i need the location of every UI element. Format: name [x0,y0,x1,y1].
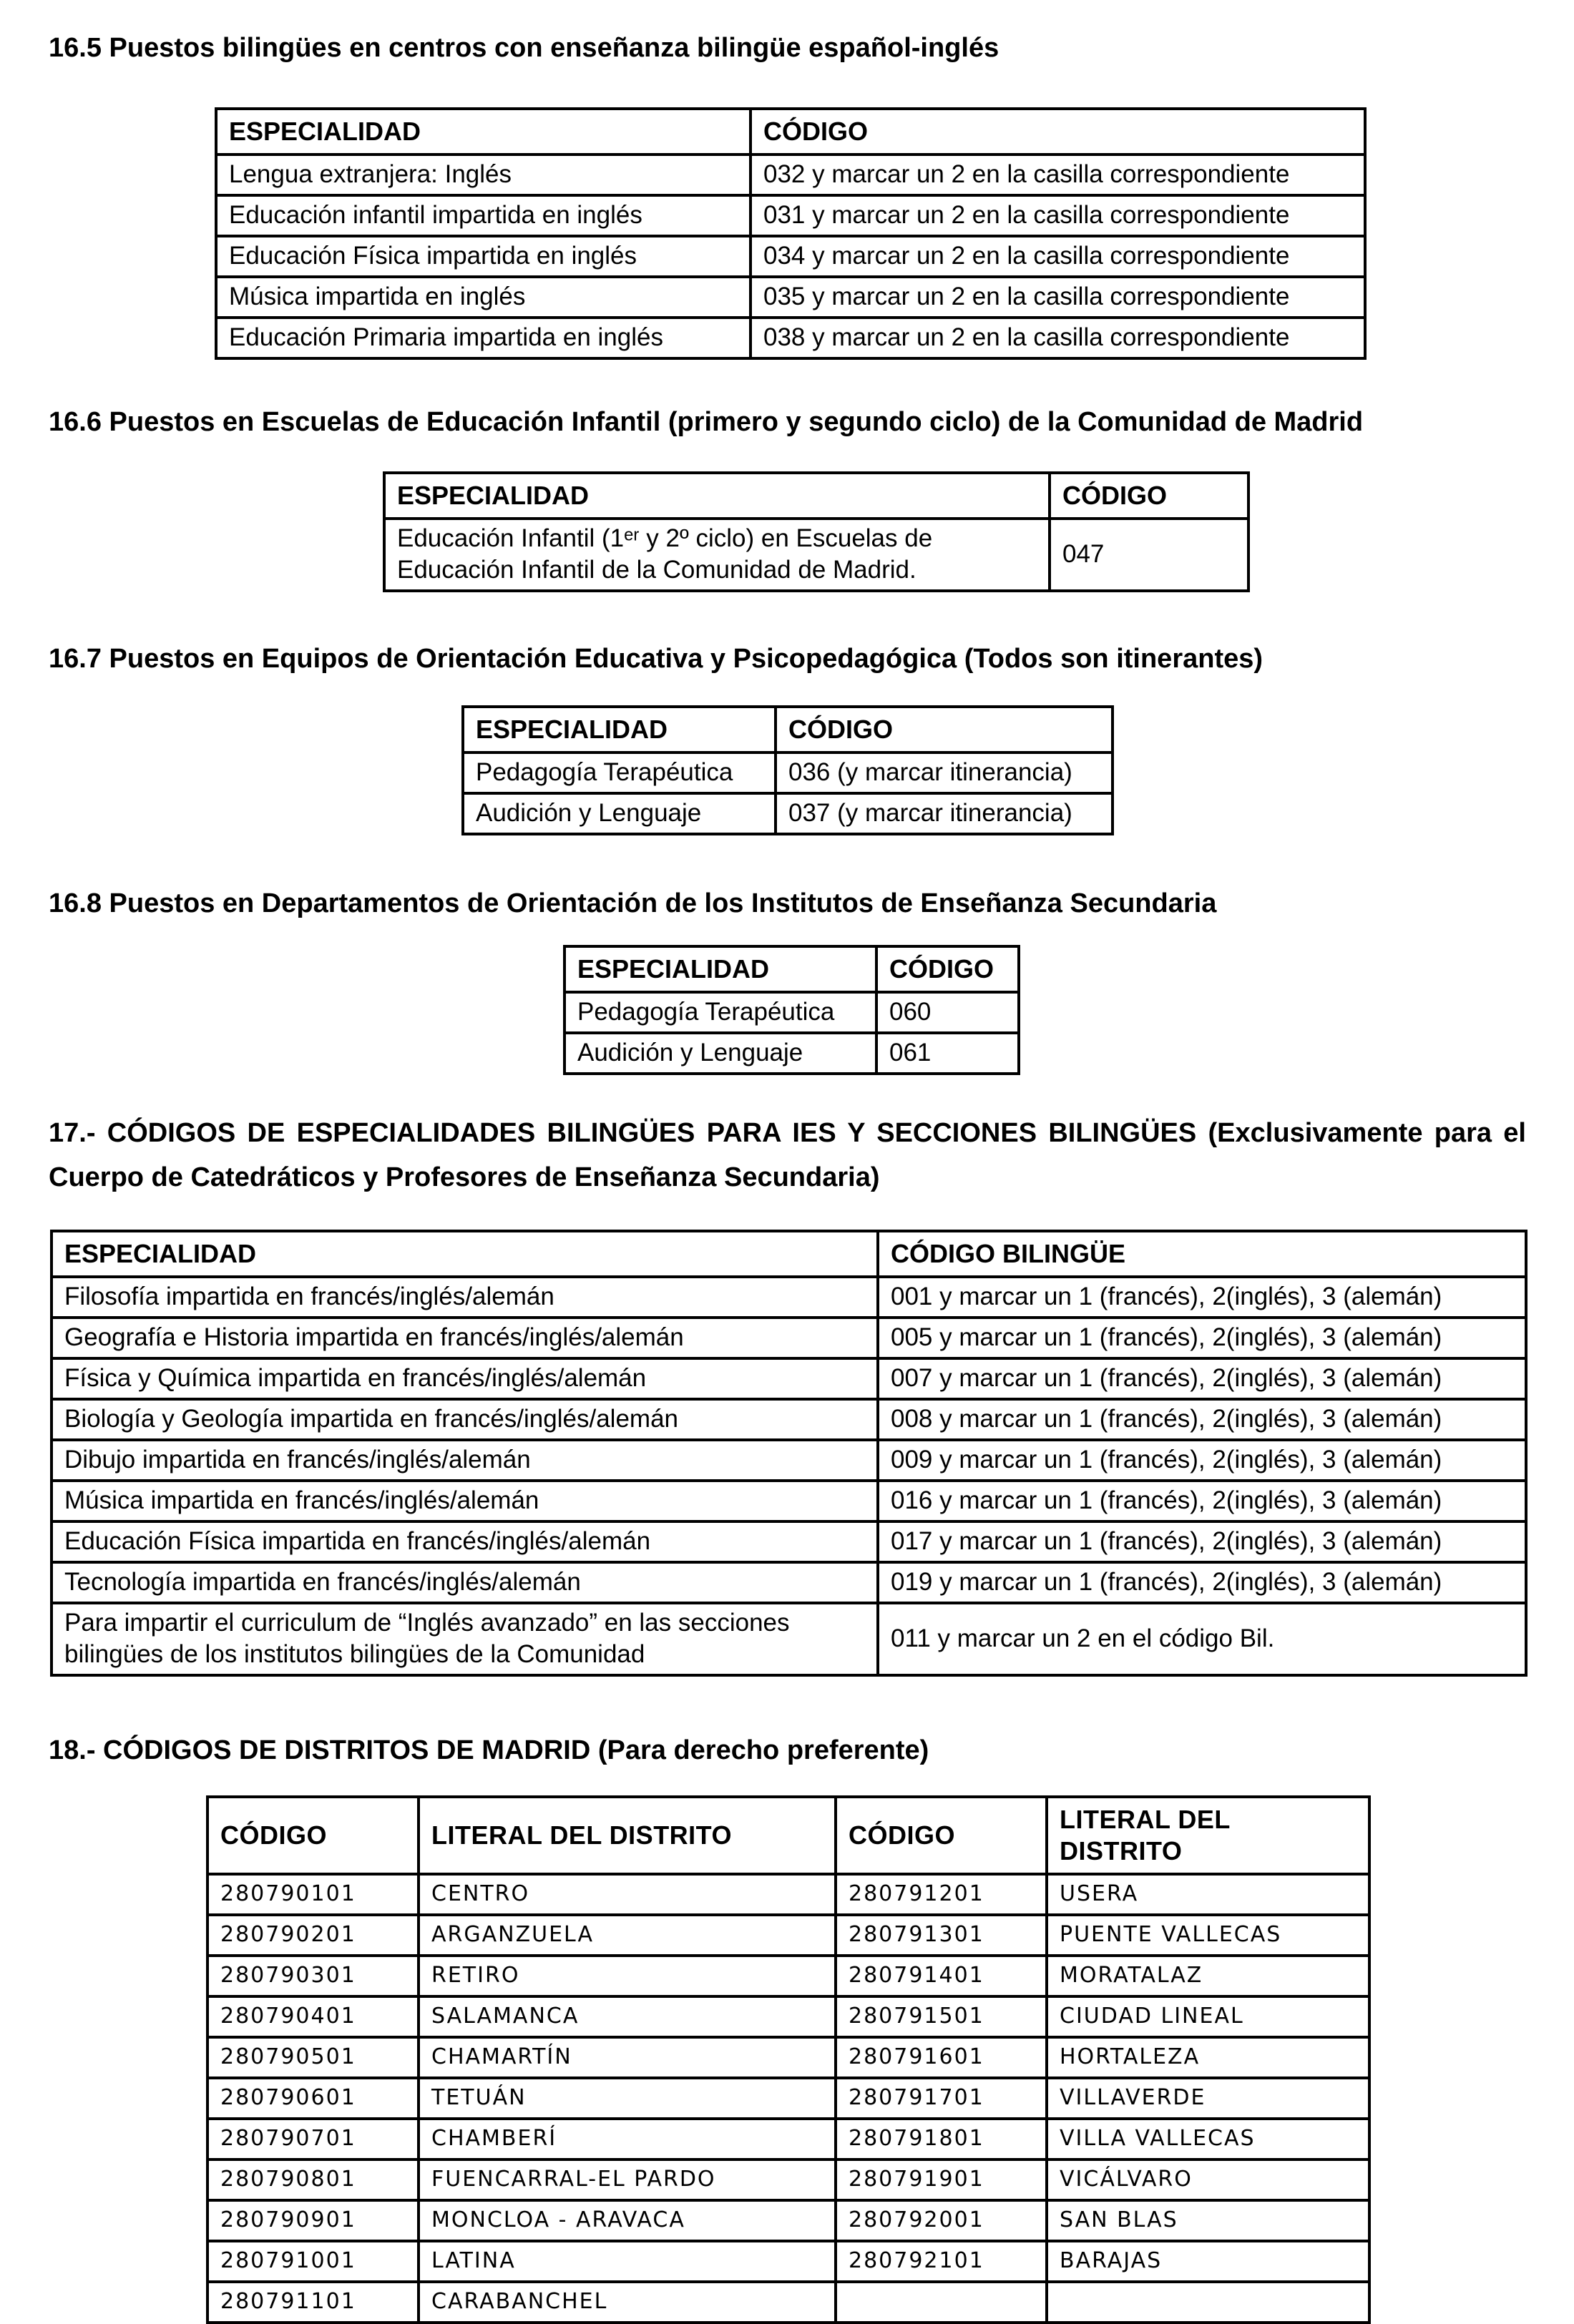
column-header: ESPECIALIDAD [463,707,776,752]
table-body [463,752,1113,834]
table-cell: 009 y marcar un 1 (francés), 2(inglés), 3 (alemán) [878,1440,1526,1481]
table-header-row [207,1797,1369,1874]
table-cell: 047 [1050,519,1248,591]
table-cell: TETUÁN [419,2078,836,2119]
table-row [564,992,1019,1033]
table-cell: 060 [876,992,1019,1033]
table-cell: Para impartir el curriculum de “Inglés avanzado” en las secciones bilingües de los institutos bilingües de la Comunidad [52,1603,878,1675]
table-cell: 031 y marcar un 2 en la casilla correspondiente [751,195,1365,236]
table-row [216,318,1365,358]
column-header: ESPECIALIDAD [216,109,751,155]
table-row [207,2037,1369,2078]
table-cell: 280791301 [836,1915,1047,1956]
table-cell: 280791801 [836,2119,1047,2159]
table-cell: Geografía e Historia impartida en francés/inglés/alemán [52,1318,878,1358]
table-cell: 280791001 [207,2241,419,2282]
table-cell: 036 (y marcar itinerancia) [776,752,1113,793]
table-cell: MONCLOA - ARAVACA [419,2200,836,2241]
table-cell: 280792001 [836,2200,1047,2241]
table-cell: 280790901 [207,2200,419,2241]
table-cell: Educación infantil impartida en inglés [216,195,751,236]
table-body [207,1874,1369,2323]
table-header [216,109,1365,155]
column-header: ESPECIALIDAD [52,1231,878,1277]
table-cell: CENTRO [419,1874,836,1915]
table-cell: Pedagogía Terapéutica [564,992,876,1033]
table-header-row [463,707,1113,752]
section-17-heading: 17.- CÓDIGOS DE ESPECIALIDADES BILINGÜES PARA IES Y SECCIONES BILINGÜES (Exclusivamente para el Cuerpo de Catedráticos y Profesores de Enseñanza Secundaria) [49,1118,1526,1192]
column-header: LITERAL DEL DISTRITO [1047,1797,1369,1874]
table-row [52,1521,1526,1562]
column-header: CÓDIGO [836,1797,1047,1874]
section-16-5-heading: 16.5 Puestos bilingües en centros con enseñanza bilingüe español-inglés [49,33,999,63]
table-cell: 280792101 [836,2241,1047,2282]
table-cell: 034 y marcar un 2 en la casilla correspondiente [751,236,1365,277]
column-header: CÓDIGO [1050,473,1248,519]
column-header: CÓDIGO [876,946,1019,992]
table-row [52,1277,1526,1318]
table-row [52,1562,1526,1603]
section-16-7-heading: 16.7 Puestos en Equipos de Orientación Educativa y Psicopedagógica (Todos son itinerantes) [49,644,1263,674]
table-cell: RETIRO [419,1956,836,1996]
section-16-8-table [563,945,1020,1075]
table-cell: Física y Química impartida en francés/inglés/alemán [52,1358,878,1399]
table-header-row [384,473,1248,519]
table-cell: 280791601 [836,2037,1047,2078]
table-cell: ARGANZUELA [419,1915,836,1956]
table-cell: Audición y Lenguaje [564,1033,876,1074]
table-cell: 005 y marcar un 1 (francés), 2(inglés), 3 (alemán) [878,1318,1526,1358]
table-header [463,707,1113,752]
table-cell: 011 y marcar un 2 en el código Bil. [878,1603,1526,1675]
table-cell: Filosofía impartida en francés/inglés/alemán [52,1277,878,1318]
table-cell: 061 [876,1033,1019,1074]
table-cell: 280791901 [836,2159,1047,2200]
table-cell: CARABANCHEL [419,2282,836,2323]
table-row [216,195,1365,236]
column-header: CÓDIGO BILINGÜE [878,1231,1526,1277]
table-body [564,992,1019,1074]
column-header: CÓDIGO [751,109,1365,155]
table-body [216,155,1365,358]
table-row [207,1956,1369,1996]
table-cell: MORATALAZ [1047,1956,1369,1996]
table-row [52,1358,1526,1399]
section-16-5 [0,0,1574,360]
table-cell: SAN BLAS [1047,2200,1369,2241]
table-cell: Educación Física impartida en francés/inglés/alemán [52,1521,878,1562]
table-cell: VICÁLVARO [1047,2159,1369,2200]
column-header: LITERAL DEL DISTRITO [419,1797,836,1874]
table-cell: 001 y marcar un 1 (francés), 2(inglés), 3 (alemán) [878,1277,1526,1318]
table-cell: Música impartida en inglés [216,277,751,318]
column-header: ESPECIALIDAD [384,473,1050,519]
table-row [207,1874,1369,1915]
table-cell: Dibujo impartida en francés/inglés/alemán [52,1440,878,1481]
section-18-heading: 18.- CÓDIGOS DE DISTRITOS DE MADRID (Para derecho preferente) [49,1735,929,1765]
section-16-5-table [215,107,1367,360]
table-row [564,1033,1019,1074]
table-cell: 035 y marcar un 2 en la casilla correspondiente [751,277,1365,318]
table-cell: CHAMBERÍ [419,2119,836,2159]
table-header-row [52,1231,1526,1277]
table-row [52,1399,1526,1440]
table-cell: 280791101 [207,2282,419,2323]
table-cell: 280790101 [207,1874,419,1915]
table-cell: FUENCARRAL-EL PARDO [419,2159,836,2200]
column-header: CÓDIGO [776,707,1113,752]
table-cell: 280790301 [207,1956,419,1996]
table-row [207,2078,1369,2119]
table-body [384,519,1248,591]
table-cell: BARAJAS [1047,2241,1369,2282]
table-row [52,1603,1526,1675]
table-cell: 280790701 [207,2119,419,2159]
table-cell: Educación Infantil (1ᵉʳ y 2º ciclo) en Escuelas de Educación Infantil de la Comunidad de Madrid. [384,519,1050,591]
table-cell: Audición y Lenguaje [463,793,776,834]
table-cell: PUENTE VALLECAS [1047,1915,1369,1956]
table-cell: VILLAVERDE [1047,2078,1369,2119]
table-cell: 008 y marcar un 1 (francés), 2(inglés), 3 (alemán) [878,1399,1526,1440]
section-16-6 [0,404,1574,592]
table-cell: 280791501 [836,1996,1047,2037]
table-cell: HORTALEZA [1047,2037,1369,2078]
section-17 [0,1111,1574,1677]
table-row [207,2282,1369,2323]
table-cell: CHAMARTÍN [419,2037,836,2078]
table-cell: 280791401 [836,1956,1047,1996]
table-cell: USERA [1047,1874,1369,1915]
column-header: ESPECIALIDAD [564,946,876,992]
table-cell: 016 y marcar un 1 (francés), 2(inglés), 3 (alemán) [878,1481,1526,1521]
section-16-8 [0,886,1574,1075]
section-16-7-table [461,705,1114,835]
section-18 [0,1732,1574,2324]
table-cell: 019 y marcar un 1 (francés), 2(inglés), 3 (alemán) [878,1562,1526,1603]
table-header [384,473,1248,519]
table-header [52,1231,1526,1277]
table-cell: SALAMANCA [419,1996,836,2037]
table-cell: 280790401 [207,1996,419,2037]
table-cell: VILLA VALLECAS [1047,2119,1369,2159]
table-header [564,946,1019,992]
table-row [207,2119,1369,2159]
table-header [207,1797,1369,1874]
table-cell: CIUDAD LINEAL [1047,1996,1369,2037]
table-row [463,752,1113,793]
table-cell: 280790601 [207,2078,419,2119]
table-cell: 280790501 [207,2037,419,2078]
table-row [52,1318,1526,1358]
table-cell: Educación Física impartida en inglés [216,236,751,277]
table-cell: 037 (y marcar itinerancia) [776,793,1113,834]
section-17-table [50,1230,1527,1677]
table-row [207,2159,1369,2200]
table-row [207,1915,1369,1956]
table-row [384,519,1248,591]
table-cell: Tecnología impartida en francés/inglés/alemán [52,1562,878,1603]
section-18-districts-table [206,1795,1371,2324]
table-row [207,2241,1369,2282]
column-header: CÓDIGO [207,1797,419,1874]
section-16-8-heading: 16.8 Puestos en Departamentos de Orientación de los Institutos de Enseñanza Secundaria [49,888,1217,918]
table-header-row [564,946,1019,992]
table-row [216,155,1365,195]
table-cell [1047,2282,1369,2323]
table-row [207,1996,1369,2037]
table-cell: 032 y marcar un 2 en la casilla correspondiente [751,155,1365,195]
table-cell: Educación Primaria impartida en inglés [216,318,751,358]
table-row [463,793,1113,834]
table-cell: 038 y marcar un 2 en la casilla correspondiente [751,318,1365,358]
table-cell: Pedagogía Terapéutica [463,752,776,793]
table-row [207,2200,1369,2241]
table-row [52,1440,1526,1481]
table-cell [836,2282,1047,2323]
table-cell: LATINA [419,2241,836,2282]
table-cell: 280791701 [836,2078,1047,2119]
table-cell: 280790801 [207,2159,419,2200]
table-cell: 007 y marcar un 1 (francés), 2(inglés), 3 (alemán) [878,1358,1526,1399]
table-header-row [216,109,1365,155]
table-cell: 280790201 [207,1915,419,1956]
table-cell: 017 y marcar un 1 (francés), 2(inglés), 3 (alemán) [878,1521,1526,1562]
table-cell: 280791201 [836,1874,1047,1915]
table-row [216,236,1365,277]
section-16-7 [0,641,1574,835]
table-cell: Lengua extranjera: Inglés [216,155,751,195]
table-cell: Música impartida en francés/inglés/alemán [52,1481,878,1521]
table-body [52,1277,1526,1675]
table-row [216,277,1365,318]
table-cell: Biología y Geología impartida en francés/inglés/alemán [52,1399,878,1440]
section-16-6-table [383,471,1250,592]
section-16-6-heading: 16.6 Puestos en Escuelas de Educación Infantil (primero y segundo ciclo) de la Comunidad de Madrid [49,407,1364,437]
table-row [52,1481,1526,1521]
